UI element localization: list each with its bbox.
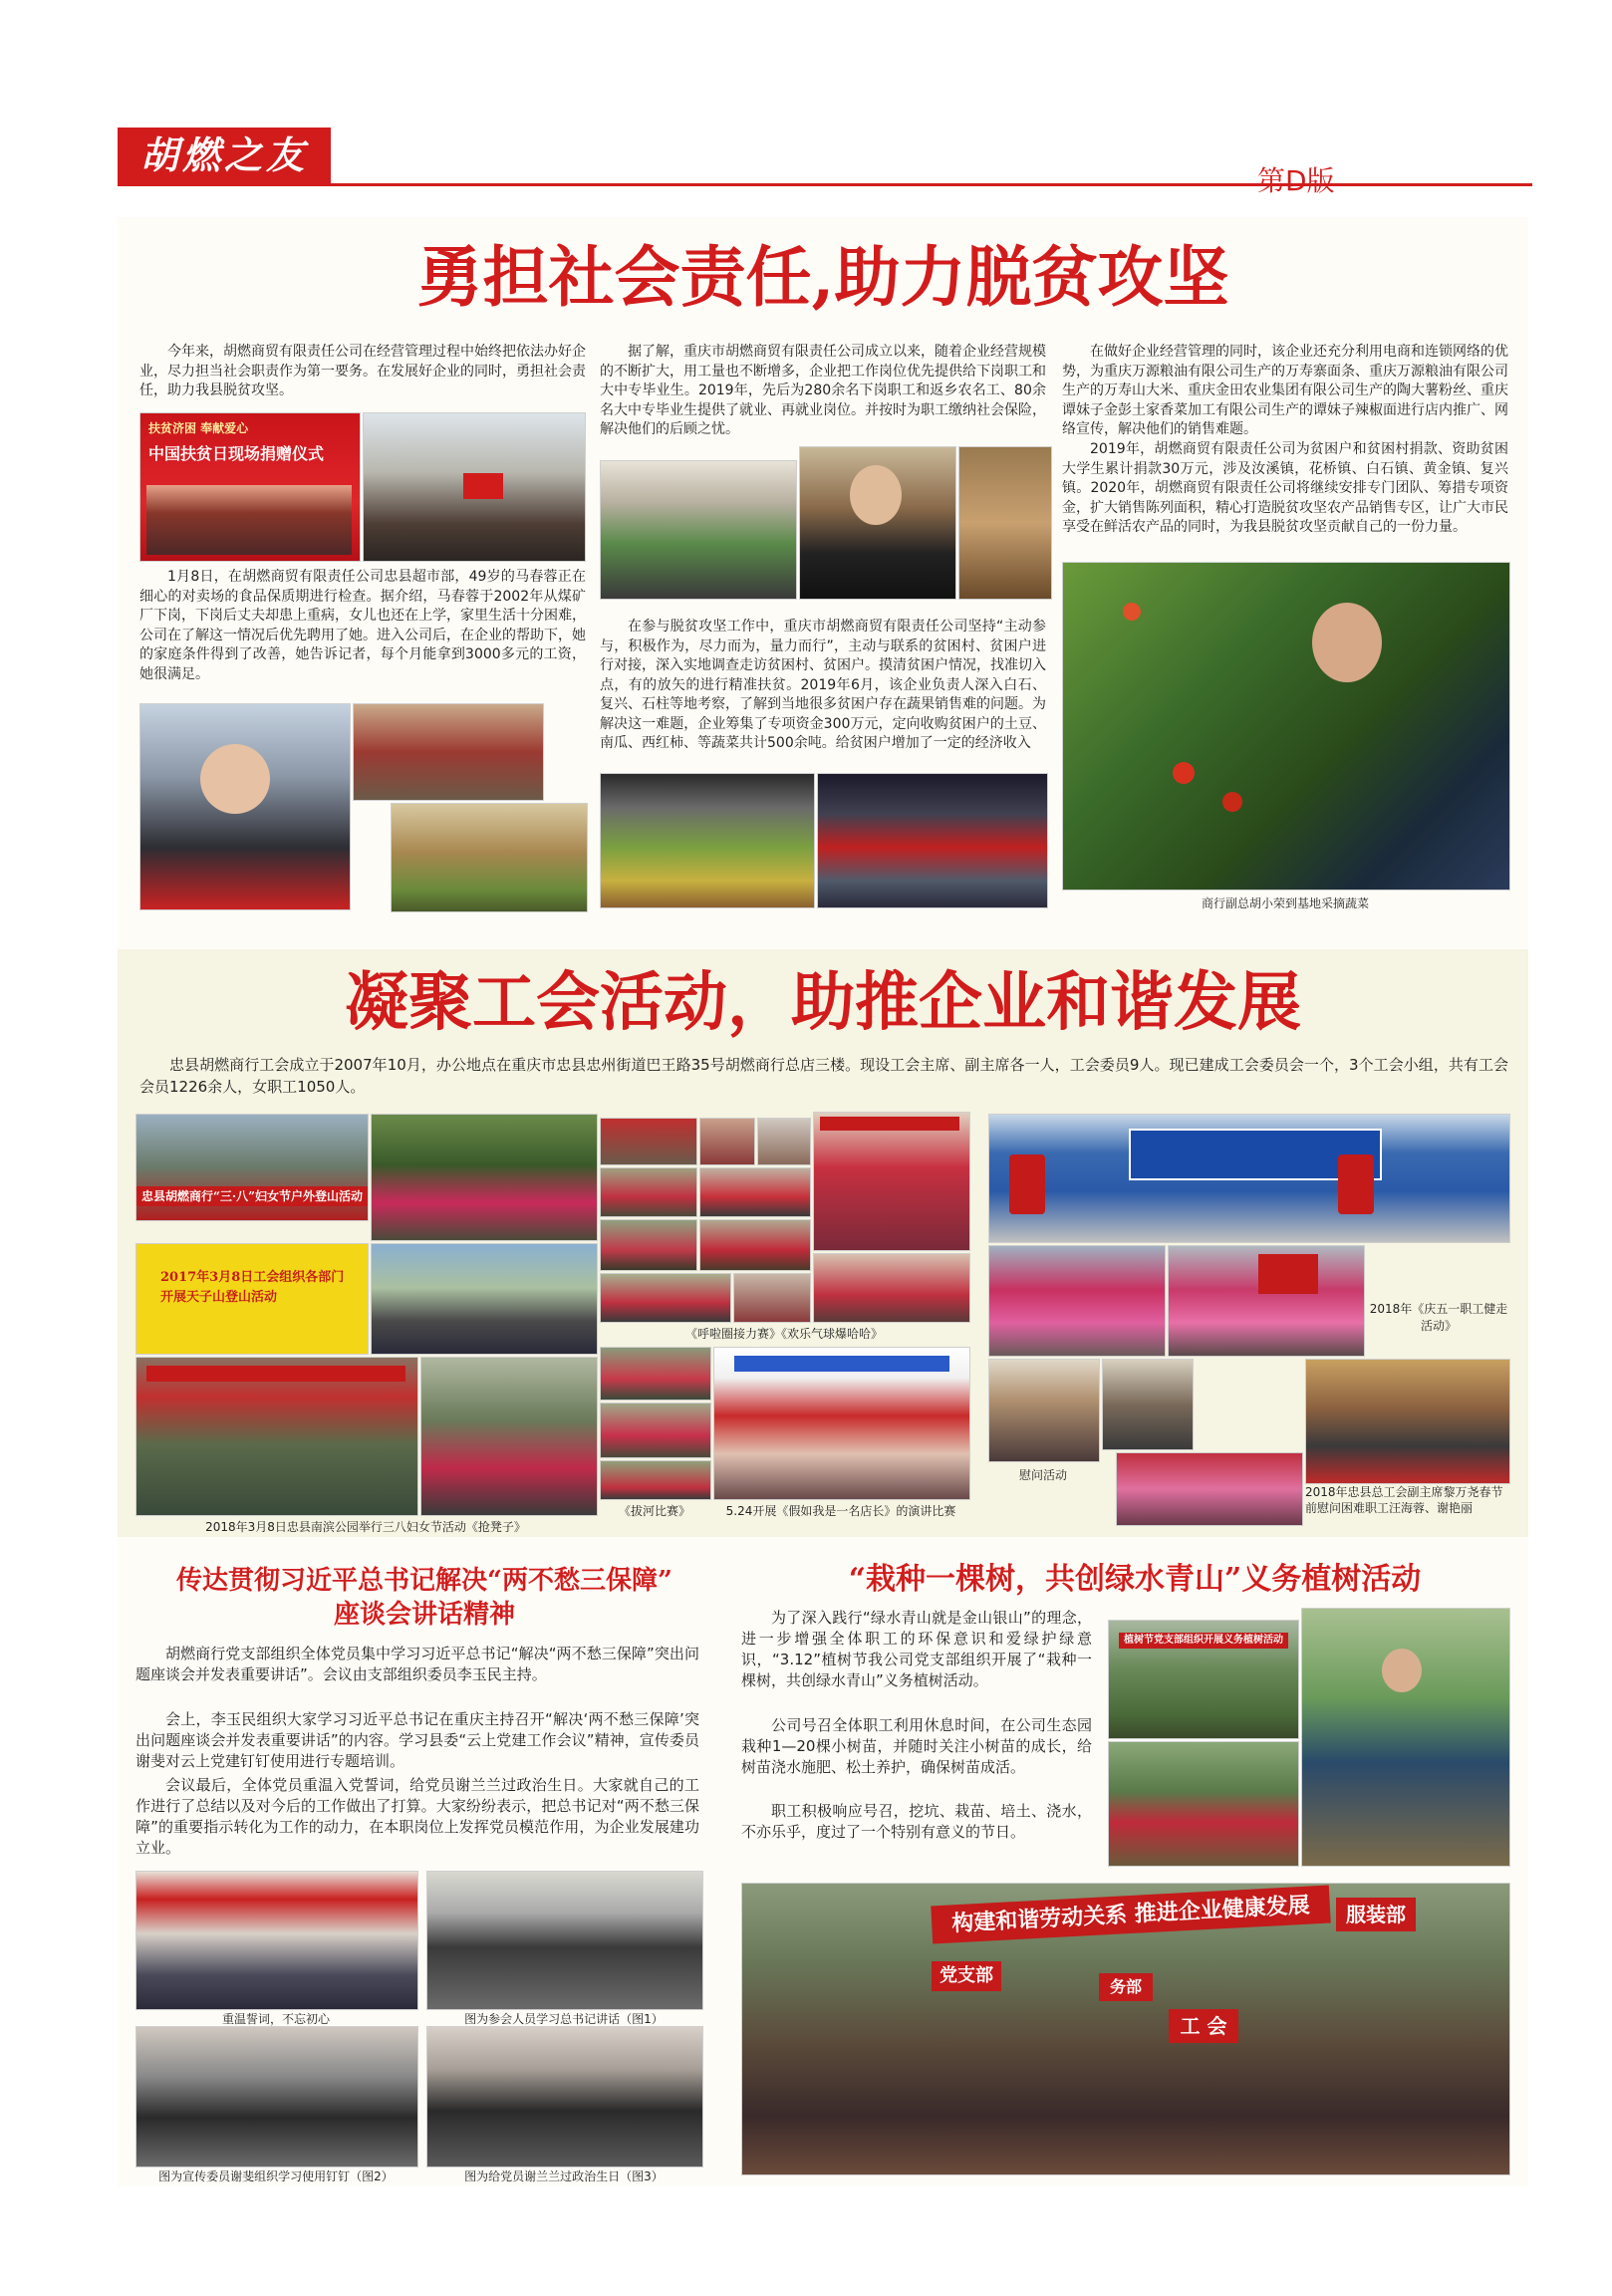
photo-games-5 <box>699 1167 811 1217</box>
tree-mini-banner: 植树节党支部组织开展义务植树活动 <box>1119 1633 1288 1649</box>
photo-supermarket-aisle <box>353 703 544 801</box>
union-intro-paragraph: 忠县胡燃商行工会成立于2007年10月，办公地点在重庆市忠县忠州街道巴王路35号胡燃商行总店三楼。现设工会主席、副主席各一人，工会委员9人。现已建成工会委员会一个，3个工会小组，共有工会会员1226余人，女职工1050人。 <box>139 1056 1508 1096</box>
photo-study-session <box>426 1871 703 2010</box>
caption-oath: 重温誓词，不忘初心 <box>221 2012 330 2026</box>
study-paragraph-1: 胡燃商行党支部组织全体党员集中学习习近平总书记“解决“两不愁三保障”突出问题座谈会并发表重要讲话”。会议由支部组织委员李玉民主持。 <box>135 1645 699 1683</box>
caption-dingding-training: 图为宣传委员谢斐组织学习使用钉钉（图2） <box>158 2169 394 2183</box>
sign-party-branch: 党支部 <box>932 1961 1001 1991</box>
edition-label: 第D版 <box>1257 164 1335 197</box>
photo-games-4 <box>600 1167 697 1217</box>
study-paragraph-2: 会上，李玉民组织大家学习习近平总书记在重庆主持召开“解决‘两不愁三保障’突出问题座谈会并发表重要讲话”的内容。学习县委“云上党建工作会议”精神，宣传委员谢斐对云上党建钉钉使用进行专题培训。 <box>135 1710 699 1770</box>
photo-chair-game <box>420 1357 598 1516</box>
donation-banner-line2: 中国扶贫日现场捐赠仪式 <box>148 444 325 463</box>
photo-yellow-box <box>135 1243 369 1355</box>
photo-dingding-training <box>135 2026 418 2168</box>
photo-tree-group <box>1108 1620 1299 1739</box>
masthead-logo: 胡燃之友 <box>118 128 331 183</box>
photo-speech-contest <box>713 1347 970 1500</box>
photo-hiking-banner <box>135 1114 369 1221</box>
caption-study-session: 图为参会人员学习总书记讲话（图1） <box>464 2012 664 2026</box>
donation-banner-line1: 扶贫济困 奉献爱心 <box>148 421 249 435</box>
caption-political-birthday: 图为给党员谢兰兰过政治生日（图3） <box>464 2169 664 2183</box>
sign-apparel: 服装部 <box>1336 1898 1416 1931</box>
sign-department: 务部 <box>1099 1973 1153 2001</box>
tree-banner-top: 构建和谐劳动关系 推进企业健康发展 <box>931 1886 1330 1944</box>
photo-fitness-walk-1 <box>988 1245 1166 1357</box>
photo-games-10 <box>813 1253 970 1323</box>
poverty-employment-paragraph: 据了解，重庆市胡燃商贸有限责任公司成立以来，随着企业经营规模的不断扩大，用工量也不断增多，企业把工作岗位优先提供给下岗职工和大中专毕业生。2019年，先后为280余名下岗职工和返乡农名工、80余名大中专毕业生提供了就业、再就业岗位。并按时为职工缴纳社会保险，解决他们的后顾之忧。 <box>600 344 1046 437</box>
photo-produce-shelf <box>391 803 588 912</box>
tree-paragraph-2: 公司号召全体职工利用休息时间，在公司生态园栽种1—20棵小树苗，并随时关注小树苗的成长，给树苗浇水施肥、松土养护，确保树苗成活。 <box>741 1716 1092 1776</box>
caption-fitness-walk: 2018年《庆五一职工健走活动》 <box>1369 1302 1508 1333</box>
poverty-ecommerce-paragraph: 在做好企业经营管理的同时，该企业还充分利用电商和连锁网络的优势，为重庆万源粮油有限公司生产的万寿寨面条、重庆万源粮油有限公司生产的万寿山大米、重庆金田农业集团有限公司生产的陶大薯粉丝、重庆谭妹子金彭土家香菜加工有限公司生产的谭妹子辣椒面进行店内推广、网络宣传，解决他们的销售难题。 <box>1062 344 1508 437</box>
photo-market-counter <box>600 460 797 600</box>
caption-speech-contest: 5.24开展《假如我是一名店长》的演讲比赛 <box>725 1504 956 1518</box>
poverty-targeted-aid-paragraph: 在参与脱贫攻坚工作中，重庆市胡燃商贸有限责任公司坚持“主动参与，积极作为，尽力而为，量力而行”，主动与联系的贫困村、贫困户进行对接，深入实地调查走访贫困村、贫困户。摸清贫困户情况，找准切入点，有的放矢的进行精准扶贫。2019年6月，该企业负责人深入白石、复兴、石柱等地考察，了解到当地很多贫困户存在蔬果销售难的问题。为解决这一难题，企业筹集了专项资金300万元，定向收购贫困户的土豆、南瓜、西红柿、等蔬菜共计500余吨。给贫困户增加了一定的经济收入 <box>600 619 1046 751</box>
caption-union-visit: 2018年忠县总工会副主席黎万尧春节前慰问困难职工汪海蓉、谢艳丽 <box>1305 1485 1503 1515</box>
photo-visit-2 <box>1102 1359 1194 1450</box>
photo-donation-ceremony <box>139 412 361 562</box>
photo-games-3 <box>757 1118 811 1165</box>
photo-balloon-game <box>813 1112 970 1251</box>
photo-musical-chairs <box>135 1357 418 1516</box>
photo-union-visit <box>1305 1359 1510 1484</box>
photo-fitness-walk-2 <box>1168 1245 1365 1357</box>
photo-hiking-group <box>371 1114 598 1241</box>
tree-paragraph-1: 为了深入践行“绿水青山就是金山银山”的理念，进一步增强全体职工的环保意识和爱绿护绿意识，“3.12”植树节我公司党支部组织开展了“栽种一棵树，共创绿水青山”义务植树活动。 <box>741 1609 1092 1689</box>
photo-vegetable-harvest <box>1062 562 1510 891</box>
photo-interview <box>799 446 956 600</box>
photo-vegetable-section <box>600 773 815 908</box>
photo-visit-1 <box>988 1359 1100 1462</box>
tree-paragraph-3: 职工积极响应号召，挖坑、栽苗、培土、浇水，不亦乐乎，度过了一个特别有意义的节日。 <box>741 1802 1092 1841</box>
photo-store-entrance <box>817 773 1048 908</box>
photo-games-1 <box>600 1118 697 1165</box>
photo-tug-3 <box>600 1460 711 1500</box>
photo-visit-group <box>1116 1452 1303 1526</box>
headline-study-line2: 座谈会讲话精神 <box>333 1600 515 1630</box>
photo-worker-checking <box>139 703 351 910</box>
photo-games-7 <box>699 1219 811 1271</box>
photo-political-birthday <box>426 2026 703 2168</box>
caption-vegetable-harvest: 商行副总胡小荣到基地采摘蔬菜 <box>1201 896 1369 910</box>
photo-tug-1 <box>600 1347 711 1401</box>
photo-planting-sapling <box>1108 1741 1299 1867</box>
photo-mountain-top <box>371 1243 598 1355</box>
hiking-banner-text: 忠县胡燃商行“三·八”妇女节户外登山活动 <box>136 1186 368 1206</box>
yellow-box-text: 2017年3月8日工会组织各部门开展天子山登山活动 <box>160 1270 345 1305</box>
photo-fitness-stage <box>988 1114 1510 1243</box>
poverty-intro-paragraph: 今年来，胡燃商贸有限责任公司在经营管理过程中始终把依法办好企业，尽力担当社会职责作为第一要务。在发展好企业的同时，勇担社会责任，助力我县脱贫攻坚。 <box>139 344 586 398</box>
poverty-worker-story: 1月8日，在胡燃商贸有限责任公司忠县超市部，49岁的马春蓉正在细心的对卖场的食品保质期进行检查。据介绍，马春蓉于2002年从煤矿厂下岗，下岗后丈夫却患上重病，女儿也还在上学，家里生活十分困难，公司在了解这一情况后优先聘用了她。进入公司后，在企业的帮助下，她的家庭条件得到了改善，她告诉记者，每个月能拿到3000多元的工资，她很满足。 <box>139 569 586 682</box>
caption-musical-chairs: 2018年3月8日忠县南滨公园举行三八妇女节活动《抢凳子》 <box>205 1520 526 1534</box>
headline-poverty: 勇担社会责任,助力脱贫攻坚 <box>416 238 1229 316</box>
caption-visit: 慰问活动 <box>1018 1468 1067 1482</box>
study-paragraph-3: 会议最后，全体党员重温入党誓词，给党员谢兰兰过政治生日。大家就自己的工作进行了总结以及对今后的工作做出了打算。大家纷纷表示，把总书记对“两不愁三保障”的重要指示转化为工作的动力，在本职岗位上发挥党员模范作用，为企业发展建功立业。 <box>135 1776 699 1857</box>
photo-digging <box>1301 1608 1510 1867</box>
photo-games-2 <box>699 1118 755 1165</box>
headline-union: 凝聚工会活动，助推企业和谐发展 <box>345 965 1301 1040</box>
photo-games-9 <box>733 1273 811 1323</box>
headline-study-line1: 传达贯彻习近平总书记解决“两不愁三保障” <box>176 1566 672 1596</box>
sign-union: 工 会 <box>1169 2009 1238 2043</box>
headline-tree-planting: “栽种一棵树，共创绿水青山”义务植树活动 <box>848 1562 1422 1597</box>
photo-games-8 <box>600 1273 731 1323</box>
photo-oath <box>135 1871 418 2010</box>
photo-tug-2 <box>600 1403 711 1458</box>
caption-games: 《呼啦圈接力赛》《欢乐气球爆哈哈》 <box>684 1327 883 1341</box>
poverty-donation-paragraph: 2019年，胡燃商贸有限责任公司为贫困户和贫困村捐款、资助贫困大学生累计捐款30万元，涉及汝溪镇，花桥镇、白石镇、黄金镇、复兴镇。2020年，胡燃商贸有限责任公司将继续安排专门团队、筹措专项资金，扩大销售陈列面积，精心打造脱贫攻坚农产品销售专区，让广大市民享受在鲜活农产品的同时，为我县脱贫攻坚贡献自己的一份力量。 <box>1062 441 1508 535</box>
photo-tree-planting-group <box>741 1883 1510 2175</box>
caption-tug-of-war: 《拔河比赛》 <box>618 1504 690 1518</box>
photo-games-6 <box>600 1219 697 1271</box>
photo-frames-wall <box>958 446 1052 600</box>
photo-donation-handover <box>363 412 586 562</box>
